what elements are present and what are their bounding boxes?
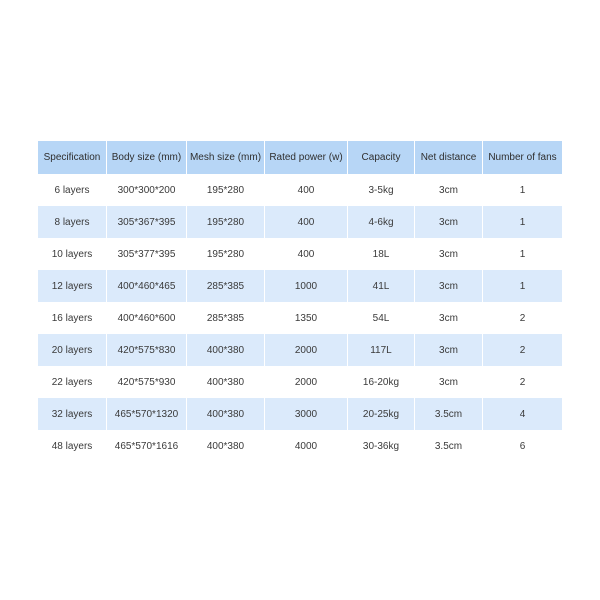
cell-number-of-fans: 1 — [483, 174, 562, 206]
header-net-distance: Net distance — [415, 141, 483, 174]
table-header — [38, 141, 562, 174]
cell-capacity: 4-6kg — [348, 206, 415, 238]
cell-mesh-size: 400*380 — [187, 366, 265, 398]
table-row — [38, 430, 562, 462]
specification-table — [38, 141, 562, 462]
cell-specification: 12 layers — [38, 270, 107, 302]
cell-specification: 16 layers — [38, 302, 107, 334]
cell-capacity: 18L — [348, 238, 415, 270]
table-row — [38, 334, 562, 366]
table-row — [38, 206, 562, 238]
cell-rated-power: 3000 — [265, 398, 348, 430]
cell-body-size: 465*570*1616 — [107, 430, 187, 462]
cell-specification: 8 layers — [38, 206, 107, 238]
table-row — [38, 238, 562, 270]
header-mesh-size: Mesh size (mm) — [187, 141, 265, 174]
cell-capacity: 117L — [348, 334, 415, 366]
cell-body-size: 305*377*395 — [107, 238, 187, 270]
cell-body-size: 305*367*395 — [107, 206, 187, 238]
cell-number-of-fans: 1 — [483, 238, 562, 270]
cell-mesh-size: 195*280 — [187, 206, 265, 238]
cell-rated-power: 2000 — [265, 366, 348, 398]
cell-capacity: 30-36kg — [348, 430, 415, 462]
cell-mesh-size: 400*380 — [187, 334, 265, 366]
cell-number-of-fans: 2 — [483, 302, 562, 334]
cell-mesh-size: 195*280 — [187, 174, 265, 206]
cell-number-of-fans: 2 — [483, 334, 562, 366]
cell-mesh-size: 400*380 — [187, 398, 265, 430]
cell-specification: 22 layers — [38, 366, 107, 398]
cell-rated-power: 4000 — [265, 430, 348, 462]
cell-capacity: 20-25kg — [348, 398, 415, 430]
cell-specification: 48 layers — [38, 430, 107, 462]
table-row — [38, 398, 562, 430]
header-capacity: Capacity — [348, 141, 415, 174]
cell-mesh-size: 285*385 — [187, 270, 265, 302]
cell-rated-power: 1350 — [265, 302, 348, 334]
cell-specification: 32 layers — [38, 398, 107, 430]
cell-body-size: 420*575*830 — [107, 334, 187, 366]
cell-capacity: 3-5kg — [348, 174, 415, 206]
cell-number-of-fans: 1 — [483, 206, 562, 238]
cell-number-of-fans: 1 — [483, 270, 562, 302]
cell-body-size: 400*460*600 — [107, 302, 187, 334]
cell-mesh-size: 285*385 — [187, 302, 265, 334]
header-row — [38, 141, 562, 174]
table-row — [38, 174, 562, 206]
table-row — [38, 302, 562, 334]
cell-mesh-size: 400*380 — [187, 430, 265, 462]
table-body — [38, 174, 562, 462]
cell-number-of-fans: 6 — [483, 430, 562, 462]
cell-specification: 6 layers — [38, 174, 107, 206]
cell-rated-power: 400 — [265, 174, 348, 206]
cell-net-distance: 3cm — [415, 206, 483, 238]
cell-capacity: 16-20kg — [348, 366, 415, 398]
cell-net-distance: 3cm — [415, 334, 483, 366]
cell-mesh-size: 195*280 — [187, 238, 265, 270]
cell-net-distance: 3cm — [415, 270, 483, 302]
cell-net-distance: 3cm — [415, 238, 483, 270]
cell-body-size: 400*460*465 — [107, 270, 187, 302]
cell-rated-power: 400 — [265, 206, 348, 238]
table-row — [38, 270, 562, 302]
cell-number-of-fans: 2 — [483, 366, 562, 398]
cell-net-distance: 3cm — [415, 302, 483, 334]
header-specification: Specification — [38, 141, 107, 174]
header-number-of-fans: Number of fans — [483, 141, 562, 174]
cell-number-of-fans: 4 — [483, 398, 562, 430]
cell-body-size: 465*570*1320 — [107, 398, 187, 430]
cell-rated-power: 1000 — [265, 270, 348, 302]
cell-specification: 20 layers — [38, 334, 107, 366]
cell-net-distance: 3.5cm — [415, 430, 483, 462]
cell-capacity: 54L — [348, 302, 415, 334]
cell-rated-power: 2000 — [265, 334, 348, 366]
cell-net-distance: 3cm — [415, 174, 483, 206]
header-body-size: Body size (mm) — [107, 141, 187, 174]
cell-rated-power: 400 — [265, 238, 348, 270]
cell-net-distance: 3cm — [415, 366, 483, 398]
header-rated-power: Rated power (w) — [265, 141, 348, 174]
cell-net-distance: 3.5cm — [415, 398, 483, 430]
cell-body-size: 420*575*930 — [107, 366, 187, 398]
cell-body-size: 300*300*200 — [107, 174, 187, 206]
table-row — [38, 366, 562, 398]
cell-capacity: 41L — [348, 270, 415, 302]
cell-specification: 10 layers — [38, 238, 107, 270]
